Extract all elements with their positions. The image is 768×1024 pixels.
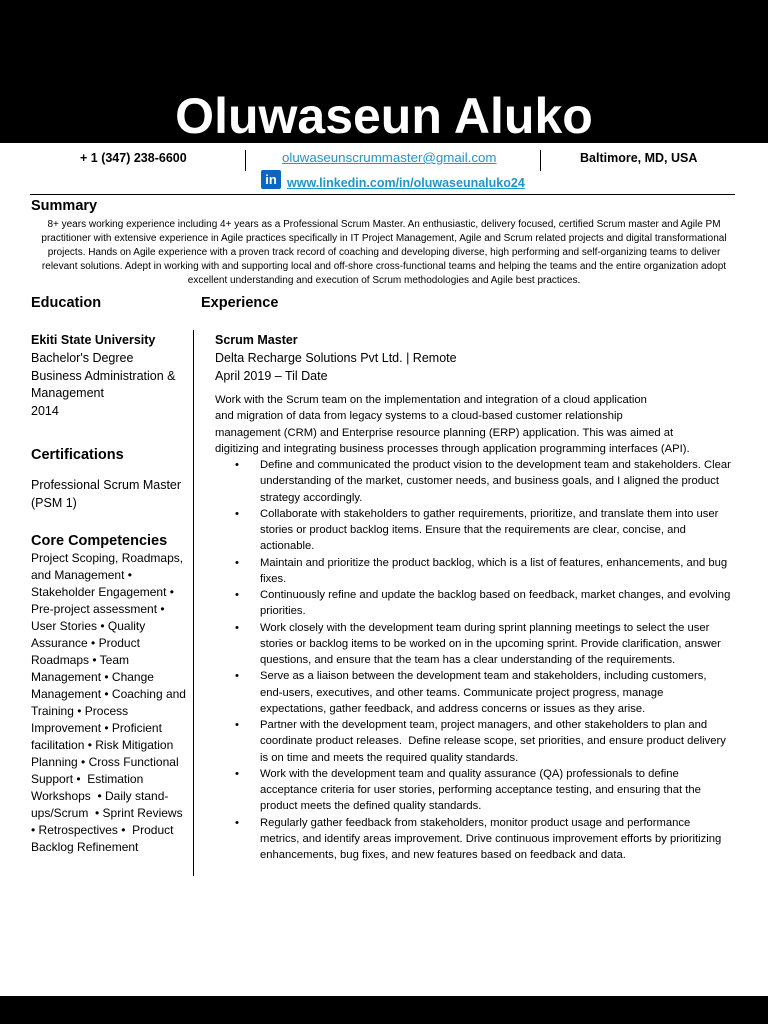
competency-line: Planning • Cross Functional	[31, 754, 179, 769]
certification-line: (PSM 1)	[31, 496, 77, 510]
competency-line: Project Scoping, Roadmaps,	[31, 550, 184, 565]
certifications-list	[31, 476, 181, 512]
bullet-line: Partner with the development team, project managers, and other stakeholders to plan and	[260, 719, 708, 731]
responsibility-bullet	[215, 555, 735, 588]
job-header	[215, 332, 457, 385]
description-line: Work with the Scrum team on the implementation and integration of a cloud application	[215, 394, 647, 406]
bullet-marker: •	[235, 767, 239, 780]
bullet-line: questions, and ensure that the team has a clear understanding of the requirements.	[260, 654, 676, 666]
contact-separator	[245, 150, 246, 171]
competency-line: and Management •	[31, 567, 132, 582]
description-line: management (CRM) and Enterprise resource planning (ERP) application. This was aimed at	[215, 426, 674, 439]
bullet-line: priorities.	[260, 605, 306, 618]
field-of-study: Business Administration &	[31, 368, 176, 383]
bullet-line: actionable.	[260, 540, 315, 553]
bullet-marker: •	[235, 816, 239, 829]
bullet-line: strategy accordingly.	[260, 491, 363, 504]
competency-line: • Retrospectives • Product	[31, 822, 174, 837]
location: Baltimore, MD, USA	[580, 151, 698, 165]
bullet-line: Define and communicated the product vision to the development team and stakeholders. Clear	[260, 459, 731, 471]
summary-text	[0, 218, 768, 288]
core-competencies-list	[31, 550, 186, 856]
education-heading: Education	[31, 295, 102, 311]
bullet-line: product meets the defined quality standards.	[260, 800, 482, 813]
summary-line: relevant solutions. Adept in working with and supporting local and off-shore cross-functional teams and helping the teams and the entire organization adopt	[41, 261, 727, 272]
bullet-line: enhancements, bug fixes, and new features based on feedback and data.	[260, 849, 626, 861]
phone-number: + 1 (347) 238-6600	[80, 151, 187, 165]
responsibility-bullet	[215, 766, 735, 815]
bullet-marker: •	[235, 589, 239, 601]
bullet-line: Regularly gather feedback from stakeholders, monitor product usage and performance	[260, 816, 691, 829]
candidate-name: Oluwaseun Aluko	[175, 88, 593, 144]
bullet-line: acceptance criteria for user stories, performing acceptance testing, and ensuring that the	[260, 784, 701, 796]
bullet-text	[260, 457, 735, 506]
certification-line: Professional Scrum Master	[31, 478, 182, 492]
responsibility-bullet	[215, 506, 735, 555]
bullet-marker: •	[235, 507, 239, 520]
competency-line: facilitation • Risk Mitigation	[31, 737, 174, 752]
summary-line: 8+ years working experience including 4+ years as a Professional Scrum Master. An enthusiastic, delivery focused, certified Scrum master and Agile PM	[47, 219, 721, 230]
competency-line: Stakeholder Engagement •	[31, 584, 174, 599]
description-line: and migration of data from legacy systems to a cloud-based customer relationship	[215, 410, 623, 423]
bullet-text	[260, 668, 735, 717]
job-dates: April 2019 – Til Date	[215, 368, 328, 383]
linkedin-profile-link[interactable]: www.linkedin.com/in/oluwaseunaluko24	[287, 176, 525, 190]
responsibility-bullet	[215, 668, 735, 717]
summary-line: projects. Hands on Agile experience with a proven track record of coaching and developing diverse, high performing and self-organizing teams to deliver	[47, 247, 721, 258]
bullet-line: fixes.	[260, 572, 287, 585]
competency-line: User Stories • Quality	[31, 618, 146, 633]
bullet-text	[260, 620, 735, 669]
bullet-marker: •	[235, 621, 239, 634]
bullet-text	[260, 766, 735, 815]
column-divider	[193, 330, 194, 876]
certifications-heading: Certifications	[31, 447, 124, 463]
responsibility-bullet	[215, 587, 735, 620]
bullet-line: understanding of the market, customer needs, and business goals, and I aligned the product	[260, 475, 720, 488]
bullet-text	[260, 555, 735, 588]
education-entry	[31, 332, 176, 421]
bullet-line: Maintain and prioritize the product backlog, which is a list of features, enhancements, and bug	[260, 556, 728, 569]
bullet-marker: •	[235, 459, 239, 471]
bullet-line: Continuously refine and update the backlog based on feedback, market changes, and evolving	[260, 589, 731, 601]
summary-line: practitioner with extensive experience in Agile practices specifically in IT Project Management, Agile and Scrum related projects and digital transformational	[41, 233, 727, 244]
bullet-text	[260, 506, 735, 555]
core-competencies-heading: Core Competencies	[31, 533, 168, 549]
job-description	[215, 392, 690, 457]
linkedin-icon	[261, 170, 281, 189]
bullet-text	[260, 815, 735, 864]
responsibilities-list	[215, 457, 735, 863]
bullet-line: Collaborate with stakeholders to gather requirements, prioritize, and translate them into user	[260, 507, 719, 520]
responsibility-bullet	[215, 815, 735, 864]
experience-heading: Experience	[201, 295, 279, 311]
linkedin-badge-text: in	[265, 172, 277, 187]
bullet-text	[260, 587, 735, 620]
email-link[interactable]: oluwaseunscrummaster@gmail.com	[282, 150, 497, 165]
competency-line: Improvement • Proficient	[31, 720, 162, 735]
bullet-line: Serve as a liaison between the development team and stakeholders, including customers,	[260, 670, 707, 683]
summary-heading: Summary	[31, 198, 98, 214]
responsibility-bullet	[215, 620, 735, 669]
competency-line: Backlog Refinement	[31, 839, 139, 854]
competency-line: Management • Change	[31, 669, 154, 684]
bullet-line: Work closely with the development team during sprint planning meetings to select the user	[260, 621, 710, 634]
company-name: Delta Recharge Solutions Pvt Ltd. | Remote	[215, 350, 457, 365]
bullet-marker: •	[235, 719, 239, 731]
bullet-line: end-users, executives, and other teams. Communicate project progress, manage	[260, 686, 664, 699]
graduation-year: 2014	[31, 404, 59, 419]
bullet-text	[260, 717, 735, 766]
competency-line: Pre-project assessment •	[31, 601, 165, 616]
job-title: Scrum Master	[215, 333, 298, 347]
competency-line: Assurance • Product	[31, 635, 140, 650]
field-of-study: Management	[31, 386, 104, 401]
competency-line: Management • Coaching and	[31, 686, 186, 701]
bullet-line: Work with the development team and quality assurance (QA) professionals to define	[260, 767, 679, 780]
responsibility-bullet	[215, 457, 735, 506]
bullet-line: coordinate product releases. Define release scope, set priorities, and ensure product delivery	[260, 735, 726, 748]
description-line: digitizing and integrating business processes through application programming interfaces (API).	[215, 442, 690, 455]
summary-line: excellent understanding and execution of Scrum methodologies and Agile best practices.	[187, 275, 581, 286]
footer-band	[0, 996, 768, 1024]
contact-separator	[540, 150, 541, 171]
degree: Bachelor's Degree	[31, 350, 134, 365]
bullet-line: expectations, gather feedback, and address concerns or issues as they arise.	[260, 702, 646, 715]
bullet-marker: •	[235, 556, 239, 569]
competency-line: Training • Process	[31, 703, 129, 718]
competency-line: Support • Estimation	[31, 771, 144, 786]
school-name: Ekiti State University	[31, 333, 156, 347]
bullet-marker: •	[235, 670, 239, 683]
competency-line: ups/Scrum • Sprint Reviews	[31, 805, 183, 820]
bullet-line: is on time and meets the required quality standards.	[260, 751, 519, 764]
header-divider	[30, 194, 735, 195]
responsibility-bullet	[215, 717, 735, 766]
competency-line: Roadmaps • Team	[31, 652, 130, 667]
bullet-line: stories or product backlog items. Ensure that the requirements are clear, concise, and	[260, 524, 686, 536]
bullet-line: metrics, and identify areas improvement. Drive continuous improvement efforts by prioritizing	[260, 832, 722, 845]
bullet-line: stories or backlog items to be worked on in the upcoming sprint. Provide clarification, answer	[260, 637, 721, 650]
competency-line: Workshops • Daily stand-	[31, 788, 169, 803]
